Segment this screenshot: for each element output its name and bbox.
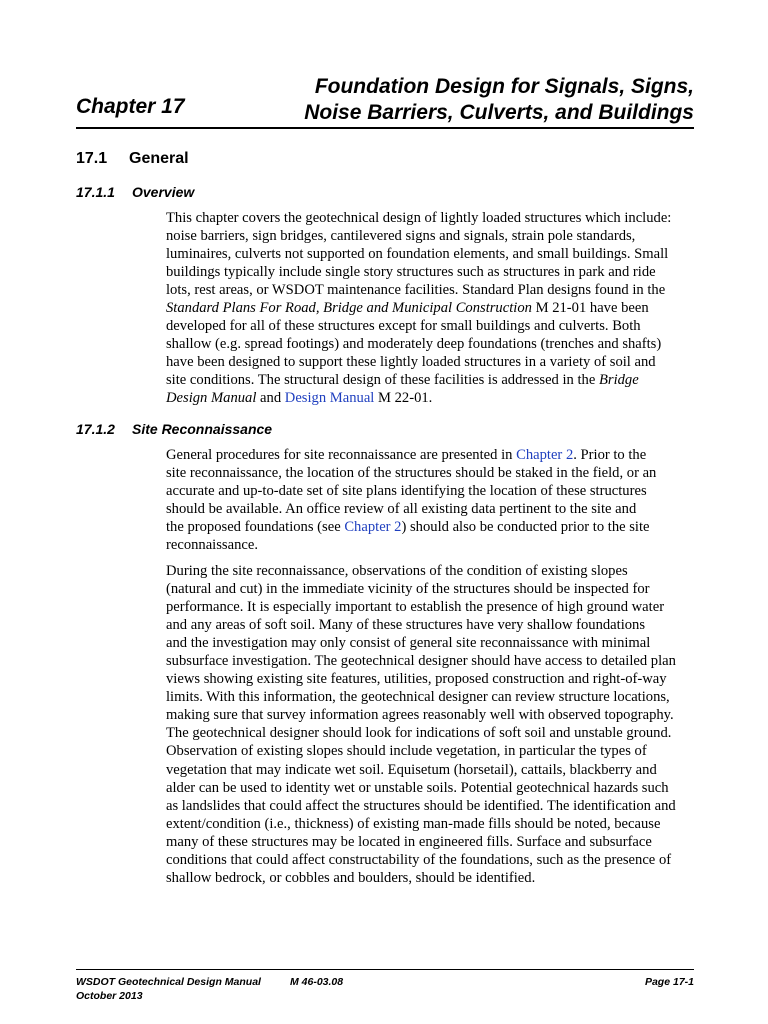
footer-manual-code: M 46-03.08 [290, 976, 344, 988]
chapter-2-link[interactable]: Chapter 2 [344, 519, 402, 536]
text-line: have been designed to support these lightly loaded structures in a variety of soil and [166, 354, 656, 371]
text-line: site reconnaissance, the location of the structures should be staked in the field, or an [166, 465, 657, 482]
subsection-heading-overview [76, 184, 194, 200]
text-line: shallow bedrock, or cobbles and boulders, should be identified. [166, 869, 536, 886]
footer-rule [76, 969, 694, 970]
text-line: noise barriers, sign bridges, cantilevered signs and signals, strain pole standards, [166, 228, 636, 245]
site-paragraph-1 [166, 446, 694, 554]
text-line: reconnaissance. [166, 537, 258, 554]
subsection-heading-site-reconnaissance [76, 421, 272, 437]
text-line: conditions that could affect constructability of the foundations, such as the presence of [166, 851, 672, 868]
text-line: This chapter covers the geotechnical design of lightly loaded structures which include: [166, 210, 672, 226]
text-line: alder can be used to identity wet or unstable soils. Potential geotechnical hazards such [166, 779, 669, 796]
text-line: and any areas of soft soil. Many of these structures have very shallow foundations [166, 617, 646, 634]
text-line: vegetation that may indicate wet soil. Equisetum (horsetail), cattails, blackberry and [166, 761, 657, 778]
text-line: views showing existing site features, utilities, proposed construction and right-of-way [166, 671, 667, 688]
text-line: developed for all of these structures except for small buildings and culverts. Both [166, 318, 641, 335]
text-line: Design Manual and Design Manual M 22-01. [166, 390, 433, 407]
subsection-title: Overview [132, 184, 195, 200]
text-line: site conditions. The structural design of these facilities is addressed in the Bridge [166, 372, 639, 389]
subsection-number: 17.1.1 [76, 184, 115, 200]
section-heading [76, 150, 189, 168]
chapter-label: Chapter 17 [76, 95, 185, 118]
text-line: shallow (e.g. spread footings) and moderately deep foundations (trenches and shafts) [166, 336, 662, 353]
footer-date: October 2013 [76, 990, 143, 1002]
chapter-2-link[interactable]: Chapter 2 [516, 447, 574, 463]
subsection-title: Site Reconnaissance [132, 421, 273, 437]
footer-manual-title: WSDOT Geotechnical Design Manual [76, 976, 261, 988]
text-line: luminaires, culverts not supported on foundation elements, and small buildings. Small [166, 246, 669, 263]
text-line: buildings typically include single story structures such as structures in park and ride [166, 264, 656, 281]
section-number: 17.1 [76, 150, 108, 167]
design-manual-link[interactable]: Design Manual [284, 390, 375, 407]
chapter-title-line-2: Noise Barriers, Culverts, and Buildings [304, 101, 694, 124]
section-title: General [129, 150, 189, 167]
overview-paragraph [166, 209, 694, 408]
text-line: should be available. An office review of all existing data pertinent to the site and [166, 501, 637, 518]
text-line: limits. With this information, the geotechnical designer can review structure locations, [166, 689, 670, 706]
text-line: as landslides that could affect the structures should be identified. The identification and [166, 797, 676, 814]
text-line: lots, rest areas, or WSDOT maintenance facilities. Standard Plan designs found in the [166, 282, 666, 299]
text-line: Standard Plans For Road, Bridge and Municipal Construction M 21-01 have been [166, 300, 649, 317]
text-line: performance. It is especially important to establish the presence of high ground water [166, 599, 665, 616]
text-line: extent/condition (i.e., thickness) of existing man-made fills should be noted, because [166, 815, 661, 832]
subsection-number: 17.1.2 [76, 421, 115, 437]
text-line: General procedures for site reconnaissance are presented in Chapter 2. Prior to the [166, 447, 647, 463]
text-line: accurate and up-to-date set of site plans identifying the location of these structures [166, 483, 647, 500]
site-paragraph-2 [166, 562, 694, 887]
text-line: (natural and cut) in the immediate vicinity of the structures should be inspected for [166, 581, 650, 598]
text-line: many of these structures may be located in engineered fills. Surface and subsurface [166, 833, 652, 850]
footer-page-number: Page 17-1 [644, 976, 694, 988]
text-line: The geotechnical designer should look for indications of soft soil and unstable ground. [166, 725, 672, 742]
text-line: Observation of existing slopes should include vegetation, in particular the types of [166, 743, 647, 760]
chapter-title-line-1: Foundation Design for Signals, Signs, [314, 75, 694, 98]
text-line: During the site reconnaissance, observations of the condition of existing slopes [166, 563, 628, 579]
bridge-citation: Bridge [598, 372, 639, 389]
text-line: and the investigation may only consist of general site reconnaissance with minimal [166, 635, 651, 652]
bridge-design-manual-citation: Design Manual [166, 390, 257, 407]
standard-plans-citation: Standard Plans For Road, Bridge and Municipal Construction [166, 300, 532, 317]
text-line: making sure that survey information agrees reasonably well with observed topography. [166, 707, 674, 724]
text-line: subsurface investigation. The geotechnical designer should have access to detailed plan [166, 653, 676, 670]
text-line: the proposed foundations (see Chapter 2) should also be conducted prior to the site [166, 519, 650, 536]
header-rule [76, 127, 694, 129]
chapter-title [270, 74, 694, 126]
